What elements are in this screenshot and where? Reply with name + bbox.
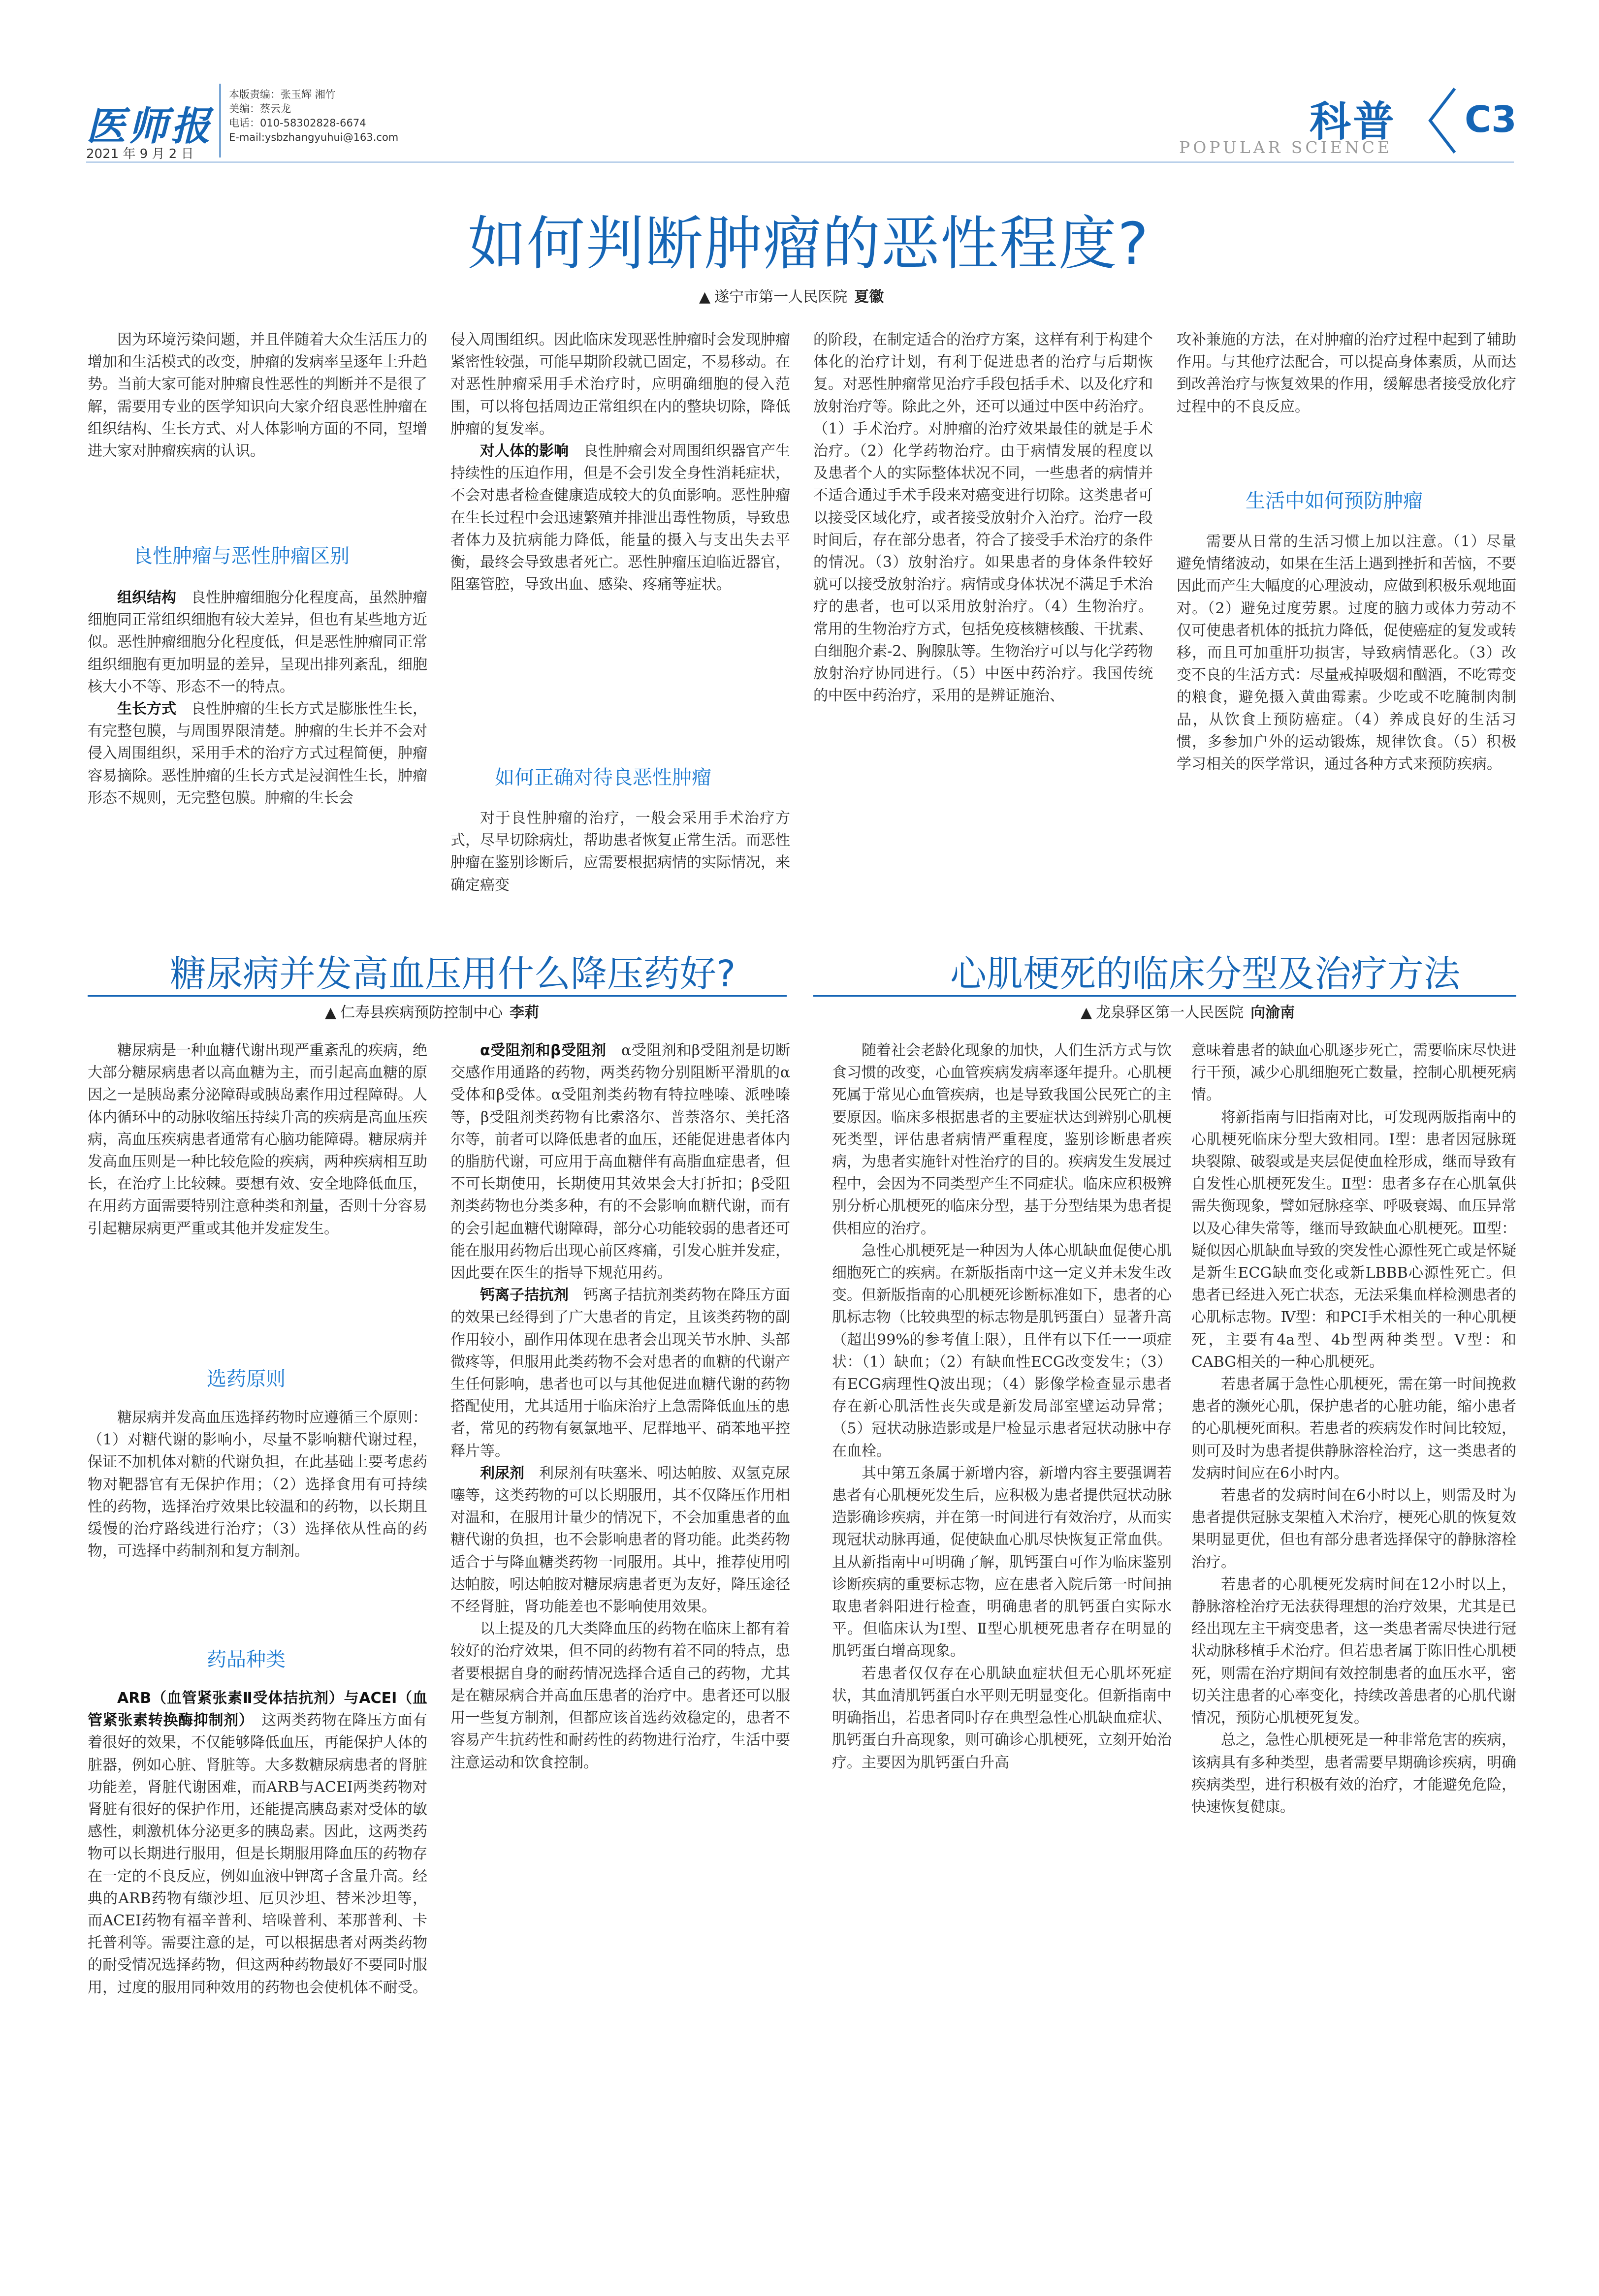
article2-ca-paragraph [450, 1284, 790, 1462]
article2-column-1 [88, 1039, 427, 1240]
lead-growth: 生长方式 [117, 700, 176, 718]
lead-effect: 对人体的影响 [480, 442, 569, 460]
article1-intro: 因为环境污染问题，并且伴随着大众生活压力的增加和生活模式的改变，肿瘤的发病率呈逐年上升趋势。当前大家可能对肿瘤良性恶性的判断并不是很了解，需要用专业的医学知识向大家介绍良恶性肿瘤在组织结构、生长方式、对人体影响方面的不同，望增进大家对肿瘤疾病的认识。 [88, 331, 427, 460]
arb-text: 这两类药物在降压方面有着很好的效果，不仅能够降低血压，再能保护人体的脏器，例如心脏、肾脏等。大多数糖尿病患者的肾脏功能差，肾脏代谢困难，而ARB与ACEI两类药物对肾脏有很好的保护作用，还能提高胰岛素对受体的敏感性，刺激机体分泌更多的胰岛素。因此，这两类药物可以长期进行服用，但是长期服用降血压的药物存在一定的不良反应，例如血液中钾离子含量升高。经典的ARB药物有缬沙坦、厄贝沙坦、替米沙坦等，而ACEI药物有福辛普利、培哚普利、苯那普利、卡托普利等。需要注意的是，可以根据患者对两类药物的耐受情况选择药物，但这两种药物最好不要同时服用，过度的服用同种效用的药物也会使机体不耐受。 [88, 1712, 428, 1996]
article1-growth-paragraph [88, 698, 427, 809]
lead-structure: 组织结构 [117, 589, 176, 606]
article1-structure-paragraph [88, 587, 427, 698]
article1-byline [699, 284, 884, 306]
masthead-divider [219, 84, 221, 157]
article3-classification: 将新指南与旧指南对比，可发现两版指南中的心肌梗死临床分型大致相同。Ⅰ型：患者因冠脉斑块裂隙、破裂或是夹层促使血栓形成，继而导致有自发性心肌梗死发生。Ⅱ型：患者多存在心肌氧供需失衡现象，譬如冠脉痉挛、呼吸衰竭、血压异常以及心律失常等，继而导致缺血心肌梗死。Ⅲ型：疑似因心肌缺血导致的突发性心源性死亡或是怀疑是新生ECG缺血变化或新LBBB心源性死亡。但患者已经进入死亡状态，无法采集血样检测患者的心肌标志物。Ⅳ型：和PCI手术相关的一种心肌梗死，主要有4a型、4b型两种类型。Ⅴ型：和CABG相关的一种心肌梗死。 [1191, 1108, 1516, 1371]
article2-arb-paragraph [88, 1687, 427, 1999]
article3-acute-treatment: 若患者属于急性心肌梗死，需在第一时间挽救患者的濒死心肌，保护患者的心脏功能，缩小患者的心肌梗死面积。若患者的疾病发作时间比较短，则可及时为患者提供静脉溶栓治疗，这一类患者的发病时间应在6小时内。 [1191, 1376, 1516, 1482]
ca-text: 钙离子拮抗剂类药物在降压方面的效果已经得到了广大患者的肯定，且该类药物的副作用较小，副作用体现在患者会出现关节水肿、头部微疼等，但服用此类药物不会对患者的血糖的代谢产生任何影响，患者也可以与其他促进血糖代谢的药物搭配使用，尤其适用于临床治疗上急需降低血压的患者，常见的药物有氨氯地平、尼群地平、硝苯地平控释片等。 [450, 1287, 790, 1460]
article3-byline-author: 向渝南 [1250, 1004, 1295, 1021]
article2-subheading-2: 药品种类 [207, 1648, 286, 1671]
article1-col2-cont: 侵入周围组织。因此临床发现恶性肿瘤时会发现肿瘤紧密性较强，可能早期阶段就已固定，不易移动。在对恶性肿瘤采用手术治疗时，应明确细胞的侵入范围，可以将包括周边正常组织在内的整块切除，降低肿瘤的复发率。 [450, 331, 790, 438]
lead-diuretic: 利尿剂 [480, 1464, 524, 1482]
article1-subheading-2: 如何正确对待良恶性肿瘤 [495, 766, 711, 789]
article1-title: 如何判断肿瘤的恶性程度? [468, 210, 1150, 278]
article2-principles: 糖尿病并发高血压选择药物时应遵循三个原则：（1）对糖代谢的影响小，尽量不影响糖代谢过程，保证不加机体对糖的代谢负担，在此基础上要考虑药物对靶器官有无保护作用；（2）选择食用有可持续性的药物，选择治疗效果比较温和的药物，以长期且缓慢的治疗路线进行治疗；（3）选择依从性高的药物，可选择中药制剂和复方制剂。 [88, 1409, 427, 1560]
article3-conclusion: 总之，急性心肌梗死是一种非常危害的疾病，该病具有多种类型，患者需要早期确诊疾病，明确疾病类型，进行积极有效的治疗，才能避免危险，快速恢复健康。 [1191, 1731, 1516, 1816]
article1-column-2b [450, 807, 790, 896]
article3-twelve-hours: 若患者的心肌梗死发病时间在12小时以上，静脉溶栓治疗无法获得理想的治疗效果，尤其是已经出现左主干病变患者，这一类患者需尽快进行冠状动脉移植手术治疗。但若患者属于陈旧性心肌梗死，则需在治疗期间有效控制患者的血压水平，密切关注患者的心率变化，持续改善患者的心肌代谢情况，预防心肌梗死复发。 [1191, 1575, 1516, 1727]
article1-prevention-paragraph: 需要从日常的生活习惯上加以注意。（1）尽量避免情绪波动，如果在生活上遇到挫折和苦恼，不要因此而产生大幅度的心理波动，应做到积极乐观地面对。（2）避免过度劳累。过度的脑力或体力劳动不仅可使患者机体的抵抗力降低，促使癌症的复发或转移，而且可加重肝功损害，导致病情恶化。（3）改变不良的生活方式：尽量戒掉吸烟和酗酒，不吃霉变的粮食，避免摄入黄曲霉素。少吃或不吃腌制肉制品，从饮食上预防癌症。（4）养成良好的生活习惯，多参加户外的运动锻炼，规律饮食。（5）积极学习相关的医学常识，通过各种方式来预防疾病。 [1177, 533, 1516, 773]
newspaper-logo: 医师报 [86, 103, 213, 149]
article2-byline-org: 仁寿县疾病预防控制中心 [340, 1004, 503, 1021]
chevron-left-icon [1420, 84, 1465, 157]
article2-title: 糖尿病并发高血压用什么降压药好? [170, 953, 736, 995]
article3-rule [813, 995, 1516, 997]
article2-intro: 糖尿病是一种血糖代谢出现严重紊乱的疾病，绝大部分糖尿病患者以高血糖为主，而引起高血糖的原因之一是胰岛素分泌障碍或胰岛素作用过程障碍。人体内循环中的动脉收缩压持续升高的疾病是高血压疾病，高血压疾病患者通常有心脑功能障碍。糖尿病并发高血压则是一种比较危险的疾病，两种疾病相互助长，在治疗上比较棘。要想有效、安全地降低血压，在用药方面需要特别注意种类和剂量，否则十分容易引起糖尿病更严重或其他并发症发生。 [88, 1042, 427, 1237]
article2-column-1b [88, 1407, 427, 1562]
article1-subheading-3: 生活中如何预防肿瘤 [1246, 490, 1423, 512]
article3-column-1 [832, 1039, 1172, 1774]
page-number: C3 [1465, 98, 1517, 141]
credit-phone: 电话：010-58302828-6674 [229, 117, 366, 129]
article1-effect-paragraph [450, 440, 790, 596]
article2-column-1c [88, 1687, 427, 1999]
article1-byline-author: 夏徽 [854, 288, 884, 306]
article1-column-4b [1177, 531, 1516, 775]
ab-text: α受阻剂和β受阻剂是切断交感作用通路的药物，两类药物分别阻断平滑肌的α受体和β受体。α受阻剂类药物有特拉唑嗪、派唑嗪等，β受阻剂类药物有比索洛尔、普萘洛尔、美托洛尔等，前者可以降低患者的血压，还能促进患者体内的脂肪代谢，可应用于高血糖伴有高脂血症患者，但不可长期使用，长期使用其效果会大打折扣；β受阻剂类药物也分类多种，有的不会影响血糖代谢，而有的会引起血糖代谢障碍，部分心功能较弱的患者还可能在服用药物后出现心前区疼痛，引发心脏并发症，因此要在医生的指导下规范用药。 [450, 1042, 790, 1282]
article2-ab-paragraph [450, 1039, 790, 1284]
article1-col3-text: 的阶段，在制定适合的治疗方案，这样有利于构建个体化的治疗计划，有利于促进患者的治疗与后期恢复。对恶性肿瘤常见治疗手段包括手术、以及化疗和放射治疗等。除此之外，还可以通过中医中药治疗。（1）手术治疗。对肿瘤的治疗效果最佳的就是手术治疗。（2）化学药物治疗。由于病情发展的程度以及患者个人的实际整体状况不同，一些患者的病情并不适合通过手术手段来对癌变进行切除。这类患者可以接受区域化疗，或者接受放射介入治疗。治疗一段时间后，存在部分患者，符合了接受手术治疗的条件的情况。（3）放射治疗。如果患者的身体条件较好就可以接受放射治疗。病情或身体状况不满足手术治疗的患者，也可以采用放射治疗。（4）生物治疗。常用的生物治疗方式，包括免疫核糖核酸、干扰素、白细胞介素-2、胸腺肽等。生物治疗可以与化学药物放射治疗协同进行。（5）中医中药治疗。我国传统的中医中药治疗，采用的是辨证施治、 [813, 331, 1153, 705]
lead-ab: α受阻剂和β受阻剂 [480, 1042, 607, 1059]
section-subtitle: POPULAR SCIENCE [1179, 138, 1392, 157]
article1-treatment-paragraph: 对于良性肿瘤的治疗，一般会采用手术治疗方式，尽早切除病灶，帮助患者恢复正常生活。而恶性肿瘤在鉴别诊断后，应需要根据病情的实际情况，来确定癌变 [450, 810, 790, 894]
article3-col2-cont: 意味着患者的缺血心肌逐步死亡，需要临床尽快进行干预，减少心肌细胞死亡数量，控制心肌梗死病情。 [1191, 1042, 1516, 1104]
article2-diuretic-paragraph [450, 1462, 790, 1618]
article1-column-3 [813, 329, 1153, 707]
structure-text: 良性肿瘤细胞分化程度高，虽然肿瘤细胞同正常组织细胞有较大差异，但也有某些地方近似。恶性肿瘤细胞分化程度低，但是恶性肿瘤同正常组织细胞有更加明显的差异，呈现出排列紊乱，细胞核大小不等、形态不一的特点。 [88, 589, 427, 695]
article2-rule [88, 995, 787, 997]
article3-title: 心肌梗死的临床分型及治疗方法 [950, 953, 1460, 995]
diuretic-text: 利尿剂有呋塞米、吲达帕胺、双氢克尿噻等，这类药物的可以长期服用，其不仅降压作用相对温和，在服用计量少的情况下，不会加重患者的血糖代谢的负担，也不会影响患者的肾功能。此类药物适合于与降血糖类药物一同服用。其中，推荐使用吲达帕胺，吲达帕胺对糖尿病患者更为友好，降压途径不经肾脏，肾功能差也不影响使用效果。 [450, 1464, 790, 1616]
growth-text: 良性肿瘤的生长方式是膨胀性生长，有完整包膜，与周围界限清楚。肿瘤的生长并不会对侵入周围组织，采用手术的治疗方式过程简便，肿瘤容易摘除。恶性肿瘤的生长方式是浸润性生长，肿瘤形态不规则，无完整包膜。肿瘤的生长会 [88, 700, 427, 807]
effect-text: 良性肿瘤会对周围组织器官产生持续性的压迫作用，但是不会引发全身性消耗症状，不会对患者检查健康造成较大的负面影响。恶性肿瘤在生长过程中会迅速繁殖并排泄出毒性物质，导致患者体力及抗病能力降低，能量的摄入与支出失去平衡，最终会导致患者死亡。恶性肿瘤压迫临近器官，阻塞管腔，导致出血、感染、疼痛等症状。 [450, 442, 790, 594]
header-rule [86, 161, 1514, 163]
triangle-icon: ▲ [1081, 1004, 1092, 1021]
article2-column-2 [450, 1039, 790, 1774]
article1-col4-text: 攻补兼施的方法，在对肿瘤的治疗过程中起到了辅助作用。与其他疗法配合，可以提高身体素质，从而达到改善治疗与恢复效果的作用，缓解患者接受放化疗过程中的不良反应。 [1177, 331, 1516, 415]
article2-byline [325, 1000, 539, 1022]
article2-byline-author: 李莉 [510, 1004, 540, 1021]
editor-credits [229, 88, 398, 145]
article3-definition: 急性心肌梗死是一种因为人体心肌缺血促使心肌细胞死亡的疾病。在新版指南中这一定义并未发生改变。但新版指南的心肌梗死诊断标准如下，患者的心肌标志物（比较典型的标志物是肌钙蛋白）显著升高（超出99%的参考值上限），且伴有以下任一一项症状：（1）缺血；（2）有缺血性ECG改变发生；（3）有ECG病理性Q波出现；（4）影像学检查显示患者存在新心肌活性丧失或是新发局部室壁运动异常；（5）冠状动脉造影或是尸检显示患者冠状动脉中存在血栓。 [832, 1242, 1172, 1460]
credit-editor: 本版责编：张玉辉 湘竹 [229, 89, 336, 100]
triangle-icon: ▲ [325, 1004, 337, 1021]
article1-column-1b [88, 587, 427, 809]
article3-six-hours: 若患者的发病时间在6小时以上，则需及时为患者提供冠脉支架植入术治疗，梗死心肌的恢复效果明显更优，但也有部分患者选择保守的静脉溶栓治疗。 [1191, 1487, 1516, 1571]
article3-byline [1081, 1000, 1295, 1022]
article1-byline-org: 遂宁市第一人民医院 [714, 288, 848, 306]
section-title: 科普 [1310, 97, 1397, 146]
lead-arb: ARB（血管紧张素Ⅱ受体拮抗剂）与ACEI（血管紧张素转换酶抑制剂） [88, 1690, 427, 1730]
article2-subheading-1: 选药原则 [207, 1368, 286, 1390]
article3-new-criteria: 其中第五条属于新增内容，新增内容主要强调若患者有心肌梗死发生后，应积极为患者提供冠状动脉造影确诊疾病，并在第一时间进行有效治疗，从而实现冠状动脉再通，促使缺血心肌尽快恢复正常血供。且从新指南中可明确了解，肌钙蛋白可作为临床鉴别诊断疾病的重要标志物，应在患者入院后第一时间抽取患者斜阳进行检查，明确患者的肌钙蛋白实际水平。但临床认为Ⅰ型、Ⅱ型心肌梗死患者存在明显的肌钙蛋白增高现象。 [832, 1464, 1172, 1660]
lead-ca: 钙离子拮抗剂 [480, 1287, 569, 1304]
article3-byline-org: 龙泉驿区第一人民医院 [1096, 1004, 1244, 1021]
article1-column-1 [88, 329, 427, 462]
article1-subheading-1: 良性肿瘤与恶性肿瘤区别 [133, 545, 350, 567]
article1-column-4 [1177, 329, 1516, 418]
article3-intro: 随着社会老龄化现象的加快，人们生活方式与饮食习惯的改变，心血管疾病发病率逐年提升。心肌梗死属于常见心血管疾病，也是导致我国公民死亡的主要原因。临床多根据患者的主要症状达到辨别心肌梗死类型，评估患者病情严重程度，鉴别诊断患者疾病，为患者实施针对性治疗的目的。疾病发生发展过程中，会因为不同类型产生不同症状。临床应积极辨别分析心肌梗死的临床分型，基于分型结果为患者提供相应的治疗。 [832, 1042, 1172, 1237]
article1-column-2 [450, 329, 790, 596]
article3-column-2 [1191, 1039, 1516, 1818]
article3-troponin: 若患者仅仅存在心肌缺血症状但无心肌坏死症状，其血清肌钙蛋白水平则无明显变化。但新指南中明确指出，若患者同时存在典型急性心肌缺血症状、肌钙蛋白升高现象，则可确诊心肌梗死，立刻开始治疗。主要因为肌钙蛋白升高 [832, 1665, 1172, 1771]
credit-email: E-mail:ysbzhangyuhui@163.com [229, 131, 399, 143]
article2-summary: 以上提及的几大类降血压的药物在临床上都有着较好的治疗效果，但不同的药物有着不同的特点，患者要根据自身的耐药情况选择合适自己的药物，尤其是在糖尿病合并高血压患者的治疗中。患者还可以服用一些复方制剂，但都应该首选药效稳定的，患者不容易产生抗药性和耐药性的药物进行治疗，生活中要注意运动和饮食控制。 [450, 1620, 790, 1771]
issue-date: 2021 年 9 月 2 日 [86, 147, 194, 161]
triangle-icon: ▲ [699, 288, 711, 306]
credit-designer: 美编：蔡云龙 [229, 103, 291, 115]
